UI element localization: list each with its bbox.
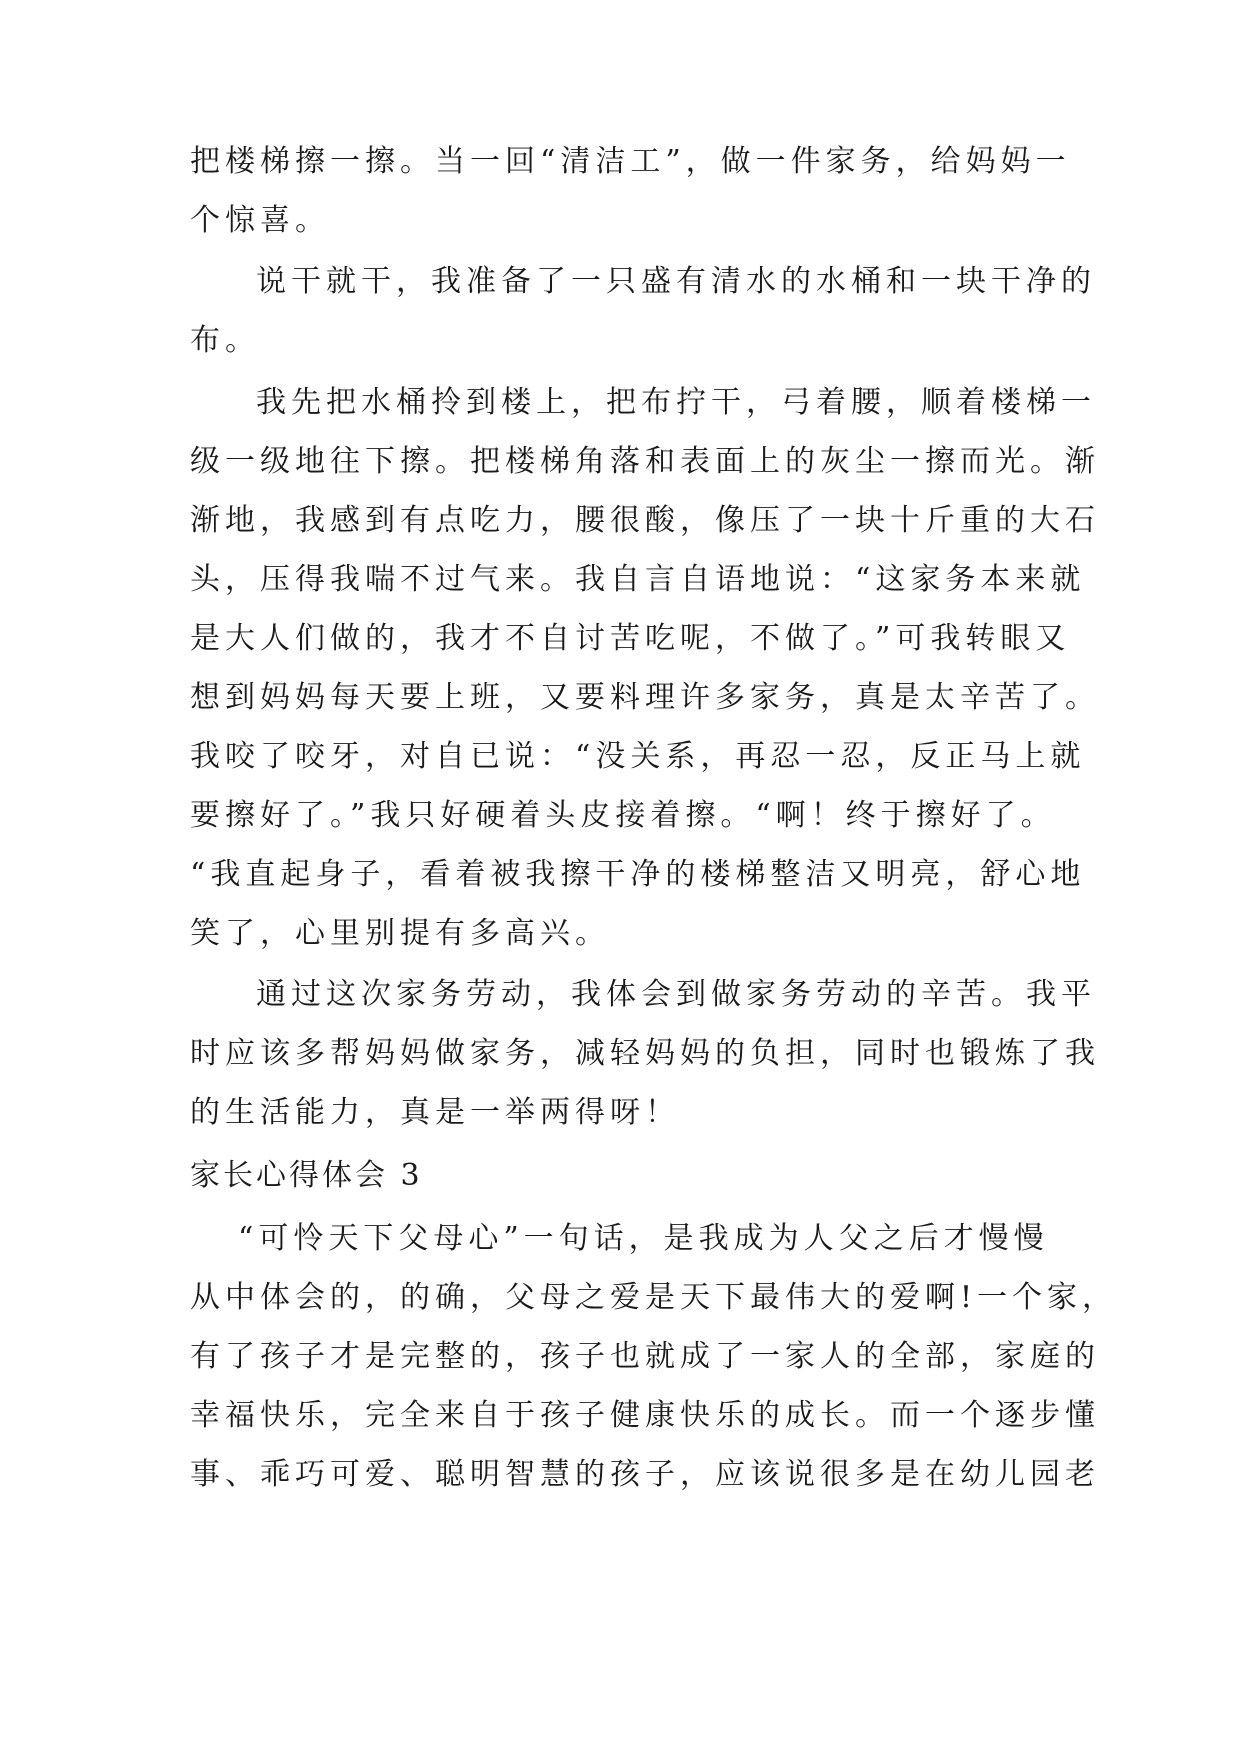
text-line: 要擦好了。”我只好硬着头皮接着擦。“啊！终于擦好了。 — [190, 798, 1056, 833]
text-line: 说干就干，我准备了一只盛有清水的水桶和一块干净的 — [256, 264, 1096, 299]
text-line: 头，压得我喘不过气来。我自言自语地说：“这家务本来就 — [190, 562, 1086, 597]
text-line: 我先把水桶拎到楼上，把布拧干，弓着腰，顺着楼梯一 — [256, 385, 1096, 420]
paragraph-5 — [190, 1209, 1117, 1504]
text-line: 事、乖巧可爱、聪明智慧的孩子，应该说很多是在幼儿园老 — [190, 1457, 1100, 1492]
text-line: 是大人们做的，我才不自讨苦吃呢，不做了。”可我转眼又 — [190, 621, 1071, 656]
text-line: 时应该多帮妈妈做家务，减轻妈妈的负担，同时也锻炼了我 — [190, 1036, 1100, 1071]
text-line: 的生活能力，真是一举两得呀！ — [190, 1095, 680, 1130]
text-line: 从中体会的，的确，父母之爱是天下最伟大的爱啊!一个家， — [190, 1280, 1118, 1315]
text-line: 通过这次家务劳动，我体会到做家务劳动的辛苦。我平 — [256, 977, 1096, 1012]
paragraph-2 — [190, 252, 1096, 370]
text-line: “我直起身子，看着被我擦干净的楼梯整洁又明亮，舒心地 — [190, 857, 1086, 892]
text-line: 有了孩子才是完整的，孩子也就成了一家人的全部，家庭的 — [190, 1339, 1100, 1374]
text-line: 笑了，心里别提有多高兴。 — [190, 916, 610, 951]
paragraph-1 — [190, 132, 1071, 250]
paragraph-3 — [190, 373, 1100, 963]
text-line: 布。 — [190, 323, 260, 358]
text-line: 级一级地往下擦。把楼梯角落和表面上的灰尘一擦而光。渐 — [190, 444, 1100, 479]
text-line: 我咬了咬牙，对自已说：“没关系，再忍一忍，反正马上就 — [190, 739, 1086, 774]
text-line: “可怜天下父母心”一句话，是我成为人父之后才慢慢 — [238, 1221, 1049, 1256]
paragraph-4 — [190, 965, 1100, 1142]
text-line: 幸福快乐，完全来自于孩子健康快乐的成长。而一个逐步懂 — [190, 1398, 1100, 1433]
text-line: 个惊喜。 — [190, 203, 330, 238]
section-heading: 家长心得体会 3 — [190, 1158, 423, 1193]
text-line: 想到妈妈每天要上班，又要料理许多家务，真是太辛苦了。 — [190, 680, 1100, 715]
text-line: 把楼梯擦一擦。当一回“清洁工”，做一件家务，给妈妈一 — [190, 144, 1071, 179]
text-line: 渐地，我感到有点吃力，腰很酸，像压了一块十斤重的大石 — [190, 503, 1100, 538]
